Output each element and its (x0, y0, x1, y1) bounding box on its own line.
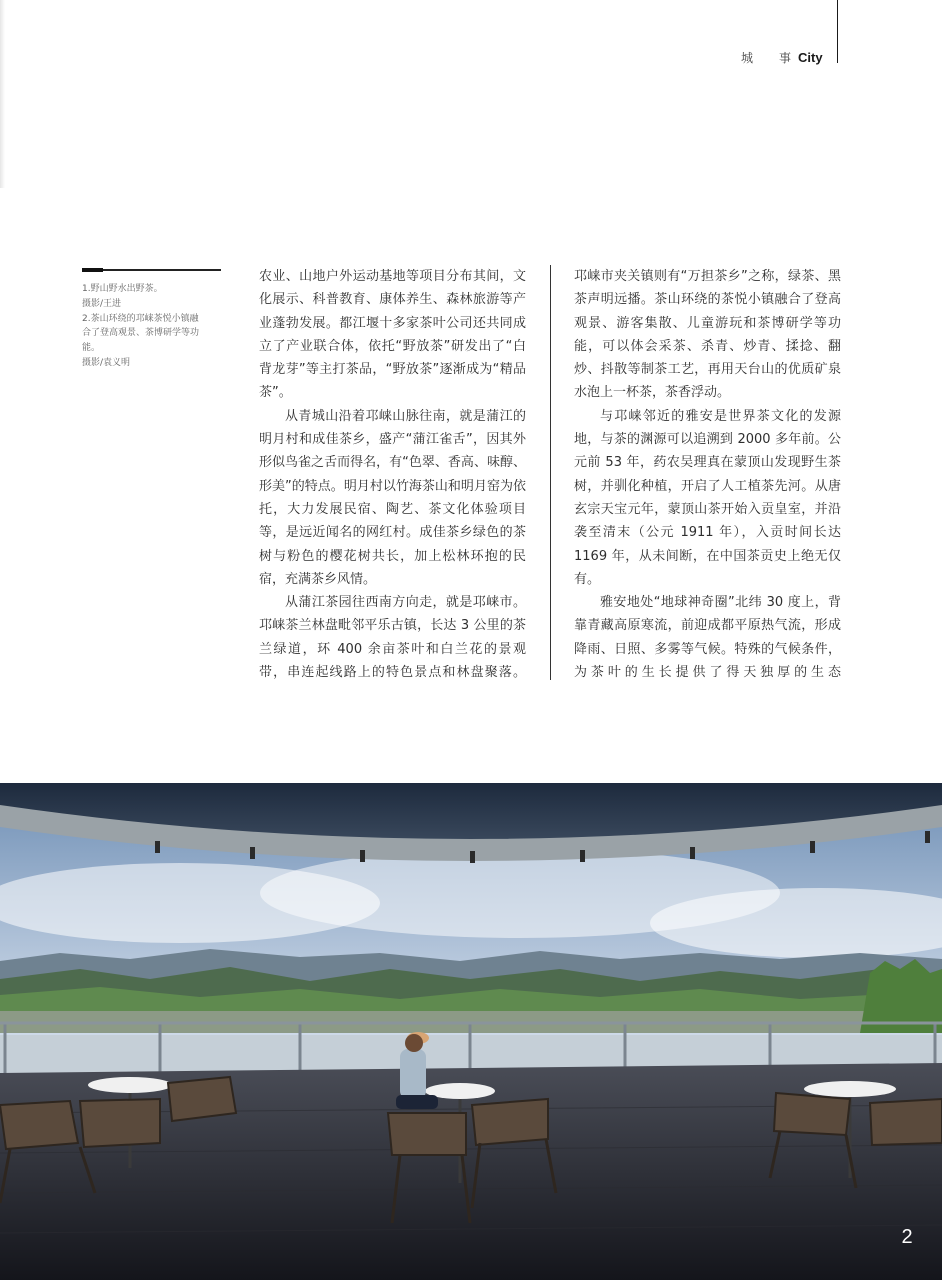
paragraph: 邛崃市夹关镇则有“万担茶乡”之称，绿茶、黑茶声明远播。茶山环绕的茶悦小镇融合了登高观景、游客集散、儿童游玩和茶博研学等功能，可以体会采茶、杀青、炒青、揉捻、翻炒、抖散等制茶工艺，再用天台山的优质矿泉水泡上一杯茶，茶香浮动。 (574, 269, 841, 401)
caption-text (82, 282, 221, 371)
caption-rule (82, 269, 221, 271)
page-number: 2 (901, 1226, 913, 1248)
section-tag (741, 48, 823, 66)
section-label-cn-2: 事 (779, 50, 792, 65)
caption-line: 合了登高观景、茶博研学等功 (82, 328, 200, 339)
photo-caption (82, 269, 221, 371)
header-rule (837, 0, 838, 63)
section-label-en: City (798, 49, 823, 65)
caption-line: 2.茶山环绕的邛崃茶悦小镇融 (82, 313, 199, 324)
page-fold-shadow (0, 0, 5, 188)
column-divider (550, 265, 551, 680)
caption-line: 1.野山野水出野茶。 (82, 284, 163, 294)
article-column-2 (574, 265, 841, 684)
caption-line: 摄影/王进 (82, 298, 122, 309)
caption-line: 摄影/袁义明 (82, 357, 131, 368)
tea-town-terrace-photo (0, 783, 942, 1280)
paragraph: 农业、山地户外运动基地等项目分布其间，文化展示、科普教育、康体养生、森林旅游等产业蓬勃发展。都江堰十多家茶叶公司还共同成立了产业联合体，依托“野放茶”研发出了“白背龙芽”等主打茶品，“野放茶”逐渐成为“精品茶”。 (259, 269, 526, 401)
section-label-cn-1: 城 (741, 50, 754, 65)
paragraph: 与邛崃邻近的雅安是世界茶文化的发源地，与茶的渊源可以追溯到 2000 多年前。公元前 53 年，药农吴理真在蒙顶山发现野生茶树，并驯化种植，开启了人工植茶先河。从唐玄宗天宝元年，蒙顶山茶开始入贡皇室，并沿袭至清末（公元 1911 年），入贡时间长达 1169 年，从未间断，在中国茶贡史上绝无仅有。 (574, 408, 841, 587)
paragraph: 雅安地处“地球神奇圈”北纬 30 度上，背靠青藏高原寒流，前迎成都平原热气流，形成降雨、日照、多雾等气候。特殊的气候条件，为茶叶的生长提供了得天独厚的生态 (574, 595, 841, 681)
article-column-1 (259, 265, 526, 684)
caption-line: 能。 (82, 343, 101, 354)
paragraph: 从蒲江茶园往西南方向走，就是邛崃市。邛崃茶兰林盘毗邻平乐古镇，长达 3 公里的茶兰绿道，环 400 余亩茶叶和白兰花的景观带，串连起线路上的特色景点和林盘聚落。 (259, 595, 526, 681)
paragraph: 从青城山沿着邛崃山脉往南，就是蒲江的明月村和成佳茶乡，盛产“蒲江雀舌”，因其外形似鸟雀之舌而得名，有“色翠、香高、味醇、形美”的特点。明月村以竹海茶山和明月窑为依托，大力发展民宿、陶艺、茶文化体验项目等，是远近闻名的网红村。成佳茶乡绿色的茶树与粉色的樱花树共长，加上松林环抱的民宿，充满茶乡风情。 (259, 408, 526, 587)
